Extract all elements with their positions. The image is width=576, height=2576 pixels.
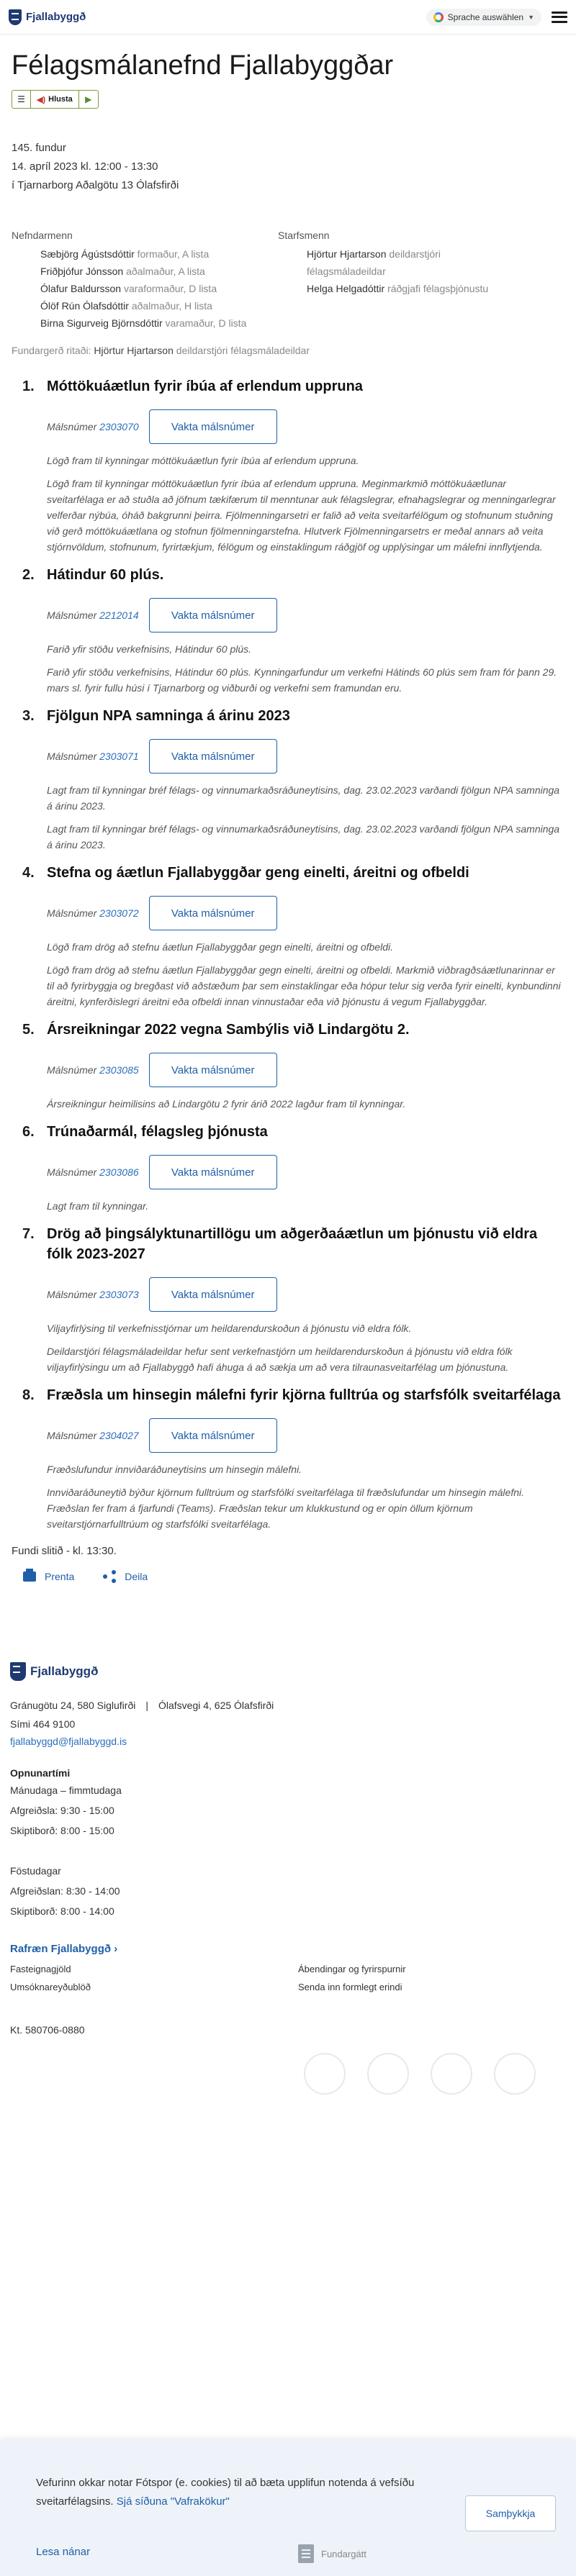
site-logo[interactable]	[9, 9, 86, 25]
cookie-message: Vefurinn okkar notar Fótspor (e. cookies) til að bæta upplifun notenda á vefsíðu sveitarfélagsins.	[36, 2477, 415, 2508]
follow-case-button[interactable]: Vakta málsnúmer	[149, 1155, 277, 1189]
member-role: varamaður, D lista	[165, 317, 247, 329]
play-icon[interactable]: ▶	[85, 94, 92, 104]
footer-link[interactable]: Ábendingar og fyrirspurnir	[298, 1964, 406, 1974]
footer-logo-text: Fjallabyggð	[30, 1664, 99, 1678]
meeting-info	[12, 139, 564, 195]
agenda-item-description: Deildarstjóri félagsmáladeildar hefur sent verkefnastjórn um heildarendurskoðun á þjónustu við eldra fólk viljayfirlýsingu um að Fjallabyggð hafi áhuga á að sækja um að vera tilraunasveitarfélag um þjónustuna.	[47, 1346, 513, 1373]
member-role: aðalmaður, H lista	[131, 300, 212, 312]
agenda-item	[12, 1385, 564, 1532]
agenda-item-number: 6.	[22, 1124, 35, 1140]
staff-member	[307, 245, 488, 263]
language-label: Sprache auswählen	[447, 12, 524, 22]
follow-case-button[interactable]: Vakta málsnúmer	[149, 409, 277, 444]
staff-title: Starfsmenn	[278, 230, 330, 241]
agenda-item-number: 4.	[22, 865, 35, 881]
agenda-item-body	[47, 376, 564, 555]
footer-phone: Sími 464 9100	[10, 1718, 76, 1730]
case-number-link[interactable]: 2303071	[99, 750, 139, 762]
print-button[interactable]	[23, 1570, 74, 1583]
google-icon	[433, 12, 444, 22]
agenda-item-body	[47, 1020, 564, 1112]
listen-button[interactable]	[31, 91, 79, 108]
case-label: Málsnúmer	[47, 1430, 97, 1441]
address-siglufjordur: Gránugötu 24, 580 Siglufirði	[10, 1700, 136, 1711]
hours-line: Mánudaga – fimmtudaga	[10, 1784, 122, 1796]
agenda-item-number: 3.	[22, 708, 35, 724]
meeting-place: í Tjarnarborg Aðalgötu 13 Ólafsfirði	[12, 179, 179, 191]
case-number	[47, 1064, 139, 1076]
partner-logo	[304, 2053, 346, 2095]
committee-member	[40, 314, 278, 332]
case-label: Málsnúmer	[47, 907, 97, 919]
committee-title: Nefndarmenn	[12, 230, 73, 241]
agenda-item-summary: Farið yfir stöðu verkefnisins, Hátindur 60 plús.	[47, 643, 252, 655]
rafraen-link[interactable]	[10, 1943, 566, 1955]
agenda-item-title: Fjölgun NPA samninga á árinu 2023	[47, 708, 290, 724]
staff-role: ráðgjafi félagsþjónustu	[387, 283, 489, 294]
follow-case-button[interactable]: Vakta málsnúmer	[149, 896, 277, 930]
cookie-policy-link[interactable]: Sjá síðuna "Vafrakökur"	[116, 2495, 230, 2508]
agenda-item	[12, 863, 564, 1010]
case-number	[47, 907, 139, 919]
fundargatt-label: Fundargátt	[321, 2548, 366, 2559]
partner-logo	[367, 2053, 409, 2095]
agenda-item-title: Stefna og áætlun Fjallabyggðar geng einelti, áreitni og ofbeldi	[47, 865, 469, 881]
site-footer	[0, 1662, 576, 2095]
minutes-role: deildarstjóri félagsmáladeildar	[176, 345, 310, 356]
address-separator: |	[145, 1700, 148, 1711]
footer-link[interactable]: Umsóknareyðublöð	[10, 1982, 91, 1992]
hours-line: Afgreiðslan: 8:30 - 14:00	[10, 1885, 120, 1897]
cookie-accept-button[interactable]: Samþykkja	[465, 2495, 556, 2531]
case-number-link[interactable]: 2303085	[99, 1064, 139, 1076]
agenda-item-description: Lagt fram til kynningar bréf félags- og vinnumarkaðsráðuneytisins, dag. 23.02.2023 varðandi fjölgun NPA samninga á árinu 2023.	[47, 823, 560, 851]
agenda-item-title: Móttökuáætlun fyrir íbúa af erlendum uppruna	[47, 378, 363, 394]
agenda-item-body	[47, 863, 564, 1010]
address-olafsfjordur: Ólafsvegi 4, 625 Ólafsfirði	[158, 1700, 274, 1711]
staff-column	[278, 227, 488, 332]
case-row	[47, 409, 564, 444]
member-name: Birna Sigurveig Björnsdóttir	[40, 317, 163, 329]
committee-member	[40, 280, 278, 297]
agenda-item-description: Farið yfir stöðu verkefnisins, Hátindur 60 plús. Kynningarfundur um verkefni Hátinds 60 plús sem fram fór þann 29. mars sl. fyrir fullu húsi í Tjarnarborg og viðburði og verkefni sem framundan eru.	[47, 666, 557, 694]
agenda-item-description: Innviðaráðuneytið býður kjörnum fulltrúum og starfsfólki sveitarfélaga til fræðslufundar um hinsegin málefni. Fræðslan fer fram á fjarfundi (Teams). Fræðslan tekur um klukkustund og er opin öllum kjörnum sveitarstjórnarfulltrúum og starfsfólki sveitarfélaga.	[47, 1487, 524, 1530]
agenda-item-number: 7.	[22, 1226, 35, 1242]
case-label: Málsnúmer	[47, 421, 97, 432]
case-label: Málsnúmer	[47, 1289, 97, 1300]
agenda-item-body	[47, 706, 564, 853]
cookie-read-more-link[interactable]: Lesa nánar	[36, 2546, 91, 2558]
footer-link[interactable]: Senda inn formlegt erindi	[298, 1982, 402, 1992]
agenda-item-summary: Lagt fram til kynningar.	[47, 1200, 149, 1212]
logo-text: Fjallabyggð	[26, 11, 86, 23]
follow-case-button[interactable]: Vakta málsnúmer	[149, 739, 277, 774]
case-number	[47, 609, 139, 621]
agenda-item-title: Drög að þingsályktunartillögu um aðgerðaáætlun um þjónustu við eldra fólk 2023-2027	[47, 1226, 538, 1262]
member-role: aðalmaður, A lista	[126, 266, 205, 277]
footer-addresses	[10, 1700, 566, 1711]
agenda-item-title: Fræðsla um hinsegin málefni fyrir kjörna fulltrúa og starfsfólk sveitarfélaga	[47, 1387, 561, 1403]
minutes-writer	[12, 345, 564, 356]
case-number-link[interactable]: 2303070	[99, 421, 139, 432]
case-number	[47, 750, 139, 762]
hours-line: Skiptiborð: 8:00 - 15:00	[10, 1825, 114, 1836]
cookie-text	[36, 2474, 439, 2511]
fundargatt-link[interactable]	[298, 2544, 366, 2563]
follow-case-button[interactable]: Vakta málsnúmer	[149, 1418, 277, 1453]
hours-line: Afgreiðsla: 9:30 - 15:00	[10, 1805, 114, 1816]
share-label: Deila	[125, 1571, 148, 1582]
staff-role: deildarstjóri	[389, 248, 441, 260]
agenda-item-title: Ársreikningar 2022 vegna Sambýlis við Lindargötu 2.	[47, 1022, 410, 1038]
speaker-icon: ◀)	[37, 95, 46, 104]
cookie-banner	[0, 2439, 576, 2576]
staff-name: Hjörtur Hjartarson	[307, 248, 387, 260]
hours-line: Föstudagar	[10, 1865, 61, 1877]
case-label: Málsnúmer	[47, 1166, 97, 1178]
agenda-item-number: 1.	[22, 378, 35, 394]
crest-icon	[10, 1662, 26, 1681]
case-number	[47, 1430, 139, 1441]
agenda-item	[12, 565, 564, 696]
share-button[interactable]	[103, 1570, 148, 1583]
case-row	[47, 1418, 564, 1453]
document-icon	[298, 2544, 314, 2563]
agenda-item-title: Hátindur 60 plús.	[47, 567, 164, 583]
readspeaker-player	[12, 90, 99, 109]
closing-text: Fundi slitið - kl. 13:30.	[12, 1545, 117, 1557]
committee-member	[40, 245, 278, 263]
agenda-item-number: 8.	[22, 1387, 35, 1403]
page-actions	[12, 1570, 564, 1583]
minutes-label: Fundargerð ritaði:	[12, 345, 91, 356]
case-label: Málsnúmer	[47, 1064, 97, 1076]
agenda-item-summary: Lagt fram til kynningar bréf félags- og vinnumarkaðsráðuneytisins, dag. 23.02.2023 varðandi fjölgun NPA samninga á árinu 2023.	[47, 784, 560, 812]
agenda-item-summary: Viljayfirlýsing til verkefnisstjórnar um heildarendurskoðun á þjónustu við eldra fólk.	[47, 1323, 412, 1334]
follow-case-button[interactable]: Vakta málsnúmer	[149, 1053, 277, 1087]
attendees	[12, 227, 564, 332]
hours-line: Skiptiborð: 8:00 - 14:00	[10, 1905, 114, 1917]
case-number-link[interactable]: 2303073	[99, 1289, 139, 1300]
opening-hours	[10, 1780, 566, 1921]
meeting-number: 145. fundur	[12, 142, 66, 154]
follow-case-button[interactable]: Vakta málsnúmer	[149, 1277, 277, 1312]
agenda-item-summary: Lögð fram drög að stefnu áætlun Fjallabyggðar gegn einelti, áreitni og ofbeldi.	[47, 941, 393, 953]
print-label: Prenta	[45, 1571, 75, 1582]
page-title: Félagsmálanefnd Fjallabyggðar	[12, 50, 394, 81]
partner-logo	[431, 2053, 472, 2095]
company-id: Kt. 580706-0880	[10, 2024, 85, 2036]
case-number	[47, 1166, 139, 1178]
agenda-item-summary: Fræðslufundur innviðaráðuneytisins um hinsegin málefni.	[47, 1464, 302, 1475]
case-number-link[interactable]: 2303072	[99, 907, 139, 919]
follow-case-button[interactable]: Vakta málsnúmer	[149, 598, 277, 632]
case-row	[47, 896, 564, 930]
footer-link[interactable]: Fasteignagjöld	[10, 1964, 71, 1974]
agenda-item	[12, 376, 564, 555]
member-role: varaformaður, D lista	[123, 283, 217, 294]
player-menu-icon[interactable]: ☰	[12, 91, 31, 108]
member-name: Friðþjófur Jónsson	[40, 266, 124, 277]
committee-member	[40, 297, 278, 314]
case-row	[47, 1053, 564, 1087]
committee-list	[12, 245, 278, 332]
member-name: Sæbjörg Ágústsdóttir	[40, 248, 135, 260]
agenda-item-number: 5.	[22, 1022, 35, 1038]
share-icon	[103, 1570, 116, 1583]
agenda-item	[12, 1020, 564, 1112]
agenda-item-title: Trúnaðarmál, félagsleg þjónusta	[47, 1124, 268, 1140]
case-number	[47, 421, 139, 432]
staff-role-continued: félagsmáladeildar	[307, 266, 386, 277]
crest-icon	[9, 9, 22, 25]
member-role: formaður, A lista	[137, 248, 210, 260]
language-selector[interactable]	[426, 9, 541, 26]
opening-hours-title: Opnunartími	[10, 1767, 71, 1779]
agenda-item-body	[47, 1385, 564, 1532]
agenda-item	[12, 706, 564, 853]
member-name: Ólafur Baldursson	[40, 283, 122, 294]
minutes-name: Hjörtur Hjartarson	[94, 345, 174, 356]
case-row	[47, 1155, 564, 1189]
hamburger-menu-icon[interactable]	[552, 12, 567, 23]
print-icon	[23, 1572, 36, 1582]
case-row	[47, 1277, 564, 1312]
staff-member	[307, 280, 488, 297]
staff-name: Helga Helgadóttir	[307, 283, 385, 294]
partner-logos	[10, 2053, 566, 2095]
member-name: Ólöf Rún Ólafsdóttir	[40, 300, 129, 312]
footer-logo[interactable]	[10, 1662, 566, 1681]
main-content	[0, 50, 576, 1583]
agenda-item	[12, 1122, 564, 1214]
footer-email-link[interactable]: fjallabyggd@fjallabyggd.is	[10, 1736, 127, 1747]
site-header	[0, 0, 576, 35]
agenda-item-description: Lögð fram til kynningar móttökuáætlun fyrir íbúa af erlendum uppruna. Meginmarkmið móttökuáætlunar sveitarfélaga er að stuðla að jöfnum tækifærum til menntunar auk félagslegrar, efnahagslegrar og menningarlegrar velferðar nýbúa, óháð bakgrunni þeirra. Fjölmenningarsetri er falið að veita sveitarfélögum og stofnunum stuðning við gerð móttökuáætlana og stofnun fjölmenningarstefna. Hlutverk Fjölmenningarsetrs er meðal annars að veita stjórnvöldum, stofnunum, fyrirtækjum, félögum og einstaklingum ráðgjöf og upplýsingar um málefni innflytjenda.	[47, 478, 556, 553]
agenda-list	[12, 376, 564, 1532]
agenda-item-summary: Ársreikningur heimilisins að Lindargötu 2 fyrir árið 2022 lagður fram til kynningar.	[47, 1098, 406, 1110]
case-number-link[interactable]: 2303086	[99, 1166, 139, 1178]
agenda-item-description: Lögð fram drög að stefnu áætlun Fjallabyggðar gegn einelti, áreitni og ofbeldi. Markmið viðbragðsáætlunarinnar er til að fyrirbyggja og bregðast við aðstæðum þar sem einstaklingar eða hópur telur sig verða fyrir einelti, kynbundinni áreitni, kynferðislegri áreitni eða ofbeldi innan vinnustaðar eða við þjónustu á vegum Fjallabyggðar.	[47, 964, 561, 1007]
hours-spacer	[10, 1841, 566, 1861]
chevron-down-icon: ▼	[528, 13, 534, 21]
case-number-link[interactable]: 2212014	[99, 609, 139, 621]
case-label: Málsnúmer	[47, 609, 97, 621]
partner-logo	[494, 2053, 536, 2095]
agenda-item-number: 2.	[22, 567, 35, 583]
committee-column	[12, 227, 278, 332]
meeting-time: 14. apríl 2023 kl. 12:00 - 13:30	[12, 160, 158, 173]
committee-member	[40, 263, 278, 280]
agenda-item	[12, 1224, 564, 1375]
agenda-item-body	[47, 1224, 564, 1375]
rafraen-label: Rafræn Fjallabyggð	[10, 1943, 112, 1955]
agenda-item-body	[47, 1122, 564, 1214]
agenda-item-body	[47, 565, 564, 696]
listen-label: Hlusta	[48, 95, 73, 104]
case-row	[47, 598, 564, 632]
case-number	[47, 1289, 139, 1300]
case-label: Málsnúmer	[47, 750, 97, 762]
case-row	[47, 739, 564, 774]
chevron-right-icon: ›	[114, 1943, 118, 1955]
footer-links	[10, 1964, 566, 1992]
case-number-link[interactable]: 2304027	[99, 1430, 139, 1441]
staff-list	[278, 245, 488, 297]
agenda-item-summary: Lögð fram til kynningar móttökuáætlun fyrir íbúa af erlendum uppruna.	[47, 455, 359, 466]
